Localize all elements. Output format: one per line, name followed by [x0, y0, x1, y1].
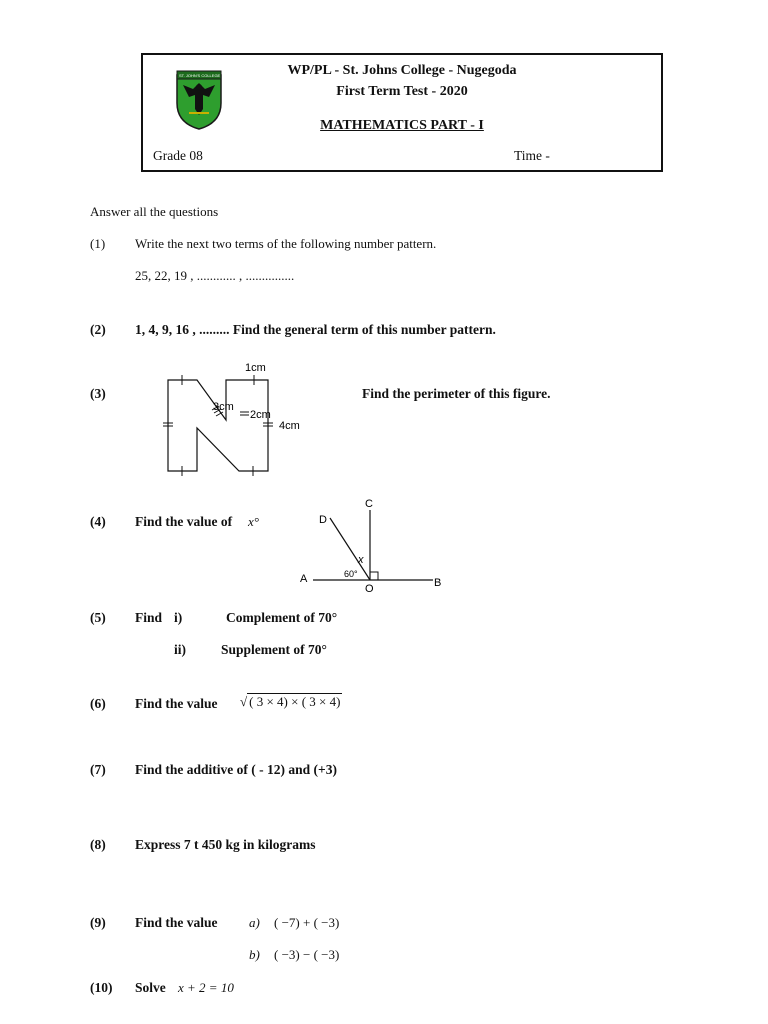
q9-a-label: a)	[249, 915, 260, 930]
q9-text: Find the value	[135, 915, 218, 930]
q10-text: Solve	[135, 980, 166, 995]
q9-b-label: b)	[249, 947, 260, 962]
q10-expression: x + 2 = 10	[178, 980, 234, 995]
q4-number: (4)	[90, 514, 106, 529]
label-x: x	[358, 554, 364, 566]
label-3cm: 3cm	[213, 401, 234, 413]
q5-find: Find	[135, 610, 163, 625]
subject-title: MATHEMATICS PART - I	[320, 118, 484, 133]
q10-number: (10)	[90, 980, 113, 995]
q9-a-expression: ( −7) + ( −3)	[274, 915, 340, 930]
q7-number: (7)	[90, 762, 106, 777]
label-60deg: 60°	[344, 569, 358, 579]
q1-text: Write the next two terms of the following number pattern.	[135, 236, 437, 251]
label-A: A	[300, 573, 308, 585]
school-title: WP/PL - St. Johns College - Nugegoda	[287, 63, 517, 78]
time-label: Time -	[514, 148, 550, 163]
q5-i-text: Complement of 70°	[226, 610, 338, 625]
test-title: First Term Test - 2020	[336, 84, 468, 99]
label-O: O	[365, 583, 374, 595]
label-1cm: 1cm	[245, 362, 266, 374]
q5-ii-label: ii)	[174, 642, 186, 657]
label-2cm: 2cm	[250, 409, 271, 421]
q2-number: (2)	[90, 322, 106, 337]
q9-b-expression: ( −3) − ( −3)	[274, 947, 340, 962]
header-box	[141, 53, 663, 172]
angle-figure	[295, 495, 455, 600]
q2-text: 1, 4, 9, 16 , ......... Find the general term of this number pattern.	[135, 322, 496, 337]
grade-label: Grade 08	[153, 148, 203, 163]
q6-text: Find the value	[135, 696, 218, 711]
q7-text: Find the additive of ( - 12) and (+3)	[135, 762, 337, 777]
n-shape-figure	[155, 360, 315, 480]
crest-caption: ST. JOHN'S COLLEGE	[179, 73, 221, 78]
q3-text: Find the perimeter of this figure.	[362, 386, 551, 401]
instructions: Answer all the questions	[90, 204, 219, 219]
q5-number: (5)	[90, 610, 106, 625]
q4-variable: x°	[248, 514, 259, 529]
q8-number: (8)	[90, 837, 106, 852]
q4-text: Find the value of	[135, 514, 233, 529]
q6-expression	[240, 694, 342, 710]
sqrt-symbol: √	[240, 694, 248, 709]
q1-pattern: 25, 22, 19 , ............ , ...............	[135, 268, 295, 283]
q9-number: (9)	[90, 915, 106, 930]
label-C: C	[365, 498, 373, 510]
q5-ii-text: Supplement of 70°	[221, 642, 327, 657]
q8-text: Express 7 t 450 kg in kilograms	[135, 837, 316, 852]
label-4cm: 4cm	[279, 420, 300, 432]
q3-number: (3)	[90, 386, 106, 401]
label-D: D	[319, 514, 327, 526]
q1-number: (1)	[90, 236, 106, 251]
label-B: B	[434, 577, 442, 589]
q6-radicand: ( 3 × 4) × ( 3 × 4)	[249, 694, 341, 709]
q5-i-label: i)	[174, 610, 183, 625]
q6-number: (6)	[90, 696, 106, 711]
